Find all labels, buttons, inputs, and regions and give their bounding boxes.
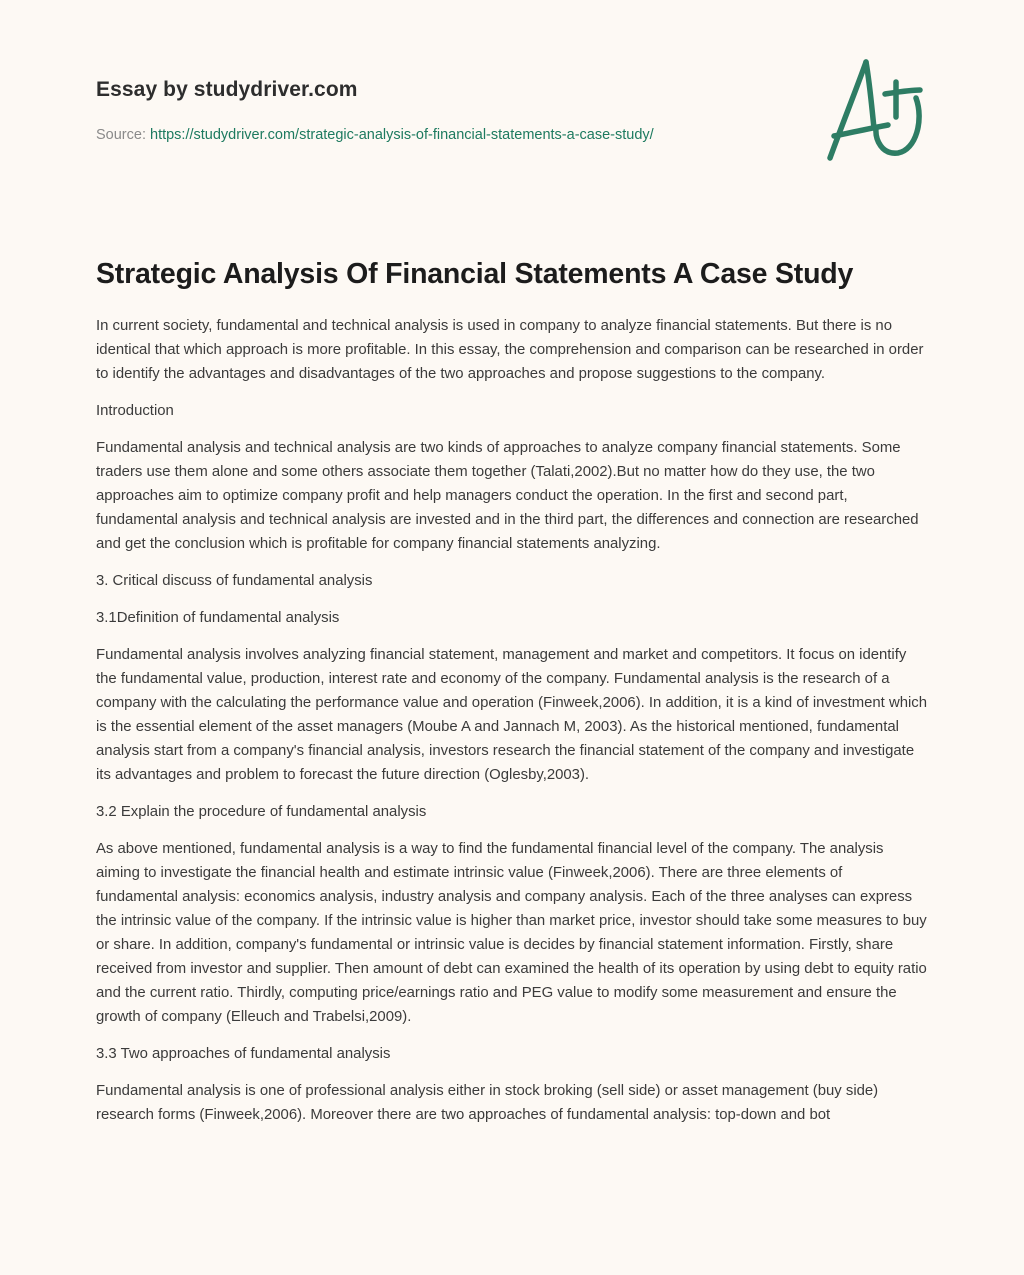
paragraph-introduction: Fundamental analysis and technical analysis are two kinds of approaches to analyze company financial statements. Some traders use them alone and some others associate them together (Talati,2002).But no matter how do they use, the two approaches aim to optimize company profit and help managers conduct the operation. In the first and second part, fundamental analysis and technical analysis are invested and in the third part, the differences and connection are researched and get the conclusion which is profitable for company financial statements analyzing. [96, 440, 919, 552]
document-title: Strategic Analysis Of Financial Statements A Case Study [96, 258, 854, 290]
paragraph-intro: In current society, fundamental and technical analysis is used in company to analyze financial statements. But there is no identical that which approach is more profitable. In this essay, the comprehension and comparison can be researched in order to identify the advantages and disadvantages of the two approaches and propose suggestions to the company. [96, 318, 924, 382]
section-heading-3-1: 3.1Definition of fundamental analysis [96, 610, 340, 626]
source-link[interactable]: https://studydriver.com/strategic-analysis-of-financial-statements-a-case-study/ [150, 127, 654, 143]
section-heading-3: 3. Critical discuss of fundamental analysis [96, 573, 373, 589]
source-label: Source: [96, 127, 150, 143]
paragraph-3-1: Fundamental analysis involves analyzing financial statement, management and market and competitors. It focus on identify the fundamental value, production, interest rate and economy of the company. Fundamental analysis is the research of a company with the calculating the performance value and operation (Finweek,2006). In addition, it is a kind of investment which is the essential element of the asset managers (Moube A and Jannach M, 2003). As the historical mentioned, fundamental analysis start from a company's financial analysis, investors research the financial statement of the company and investigate its advantages and problem to forecast the future direction (Oglesby,2003). [96, 647, 928, 783]
a-plus-grade-icon [820, 40, 940, 170]
section-heading-3-2: 3.2 Explain the procedure of fundamental analysis [96, 804, 427, 820]
document-body [96, 314, 928, 1140]
section-heading-3-3: 3.3 Two approaches of fundamental analysis [96, 1046, 391, 1062]
paragraph-3-3: Fundamental analysis is one of professional analysis either in stock broking (sell side) or asset management (buy side) research forms (Finweek,2006). Moreover there are two approaches of fundamental analysis: top-down and bot [96, 1083, 879, 1123]
brand-title: Essay by studydriver.com [96, 78, 358, 101]
paragraph-3-2: As above mentioned, fundamental analysis is a way to find the fundamental financial level of the company. The analysis aiming to investigate the financial health and estimate intrinsic value (Finweek,2006). There are three elements of fundamental analysis: economics analysis, industry analysis and company analysis. Each of the three analyses can express the intrinsic value of the company. If the intrinsic value is higher than market price, investor should take some measures to buy or share. In addition, company's fundamental or intrinsic value is decides by financial statement information. Firstly, share received from investor and supplier. Then amount of debt can examined the health of its operation by using debt to equity ratio and the current ratio. Thirdly, computing price/earnings ratio and PEG value to modify some measurement and ensure the growth of company (Elleuch and Trabelsi,2009). [96, 841, 927, 1025]
section-heading-introduction: Introduction [96, 403, 174, 419]
source-line [96, 125, 796, 145]
essay-header [96, 76, 796, 145]
